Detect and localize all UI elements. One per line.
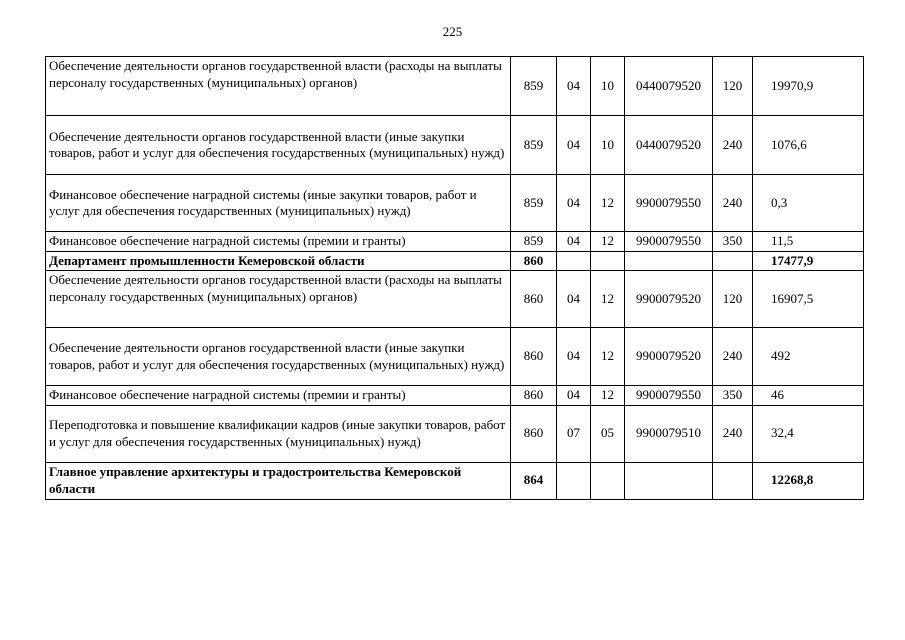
row-department-code: 860 xyxy=(511,386,557,406)
table-row xyxy=(46,328,864,386)
row-section-code: 04 xyxy=(557,328,591,386)
table-row xyxy=(46,405,864,462)
row-amount: 19970,9 xyxy=(753,57,864,116)
row-name: Обеспечение деятельности органов государственной власти (иные закупки товаров, работ и услуг для обеспечения государственных (муниципальных) нужд) xyxy=(46,328,511,386)
row-name: Финансовое обеспечение наградной системы (премии и гранты) xyxy=(46,232,511,252)
row-name: Департамент промышленности Кемеровской области xyxy=(46,251,511,271)
row-expense-type-code: 350 xyxy=(713,386,753,406)
row-expense-type-code: 120 xyxy=(713,57,753,116)
row-department-code: 860 xyxy=(511,405,557,462)
row-department-code: 859 xyxy=(511,57,557,116)
row-section-code xyxy=(557,462,591,499)
row-amount: 17477,9 xyxy=(753,251,864,271)
row-name: Обеспечение деятельности органов государственной власти (расходы на выплаты персоналу государственных (муниципальных) органов) xyxy=(46,271,511,328)
table-row xyxy=(46,57,864,116)
row-section-code: 04 xyxy=(557,271,591,328)
row-target-article-code: 0440079520 xyxy=(625,57,713,116)
budget-table xyxy=(45,56,864,500)
row-subsection-code: 12 xyxy=(591,271,625,328)
row-target-article-code xyxy=(625,251,713,271)
row-name: Обеспечение деятельности органов государственной власти (иные закупки товаров, работ и услуг для обеспечения государственных (муниципальных) нужд) xyxy=(46,116,511,175)
row-section-code: 04 xyxy=(557,386,591,406)
row-target-article-code: 0440079520 xyxy=(625,116,713,175)
table-row xyxy=(46,386,864,406)
row-subsection-code: 12 xyxy=(591,328,625,386)
row-department-code: 860 xyxy=(511,328,557,386)
row-expense-type-code xyxy=(713,251,753,271)
row-amount: 32,4 xyxy=(753,405,864,462)
row-section-code: 07 xyxy=(557,405,591,462)
table-row-department-header xyxy=(46,251,864,271)
row-subsection-code xyxy=(591,251,625,271)
row-expense-type-code xyxy=(713,462,753,499)
row-amount: 1076,6 xyxy=(753,116,864,175)
row-department-code: 859 xyxy=(511,232,557,252)
row-amount: 492 xyxy=(753,328,864,386)
row-department-code: 859 xyxy=(511,116,557,175)
row-amount: 0,3 xyxy=(753,175,864,232)
row-subsection-code xyxy=(591,462,625,499)
row-expense-type-code: 240 xyxy=(713,175,753,232)
row-target-article-code: 9900079550 xyxy=(625,386,713,406)
row-department-code: 860 xyxy=(511,271,557,328)
row-name: Переподготовка и повышение квалификации кадров (иные закупки товаров, работ и услуг для обеспечения государственных (муниципальных) нужд) xyxy=(46,405,511,462)
table-row xyxy=(46,116,864,175)
row-expense-type-code: 120 xyxy=(713,271,753,328)
row-section-code xyxy=(557,251,591,271)
table-row xyxy=(46,271,864,328)
row-department-code: 860 xyxy=(511,251,557,271)
row-target-article-code: 9900079520 xyxy=(625,271,713,328)
row-subsection-code: 10 xyxy=(591,57,625,116)
row-expense-type-code: 240 xyxy=(713,116,753,175)
row-section-code: 04 xyxy=(557,175,591,232)
row-amount: 11,5 xyxy=(753,232,864,252)
row-subsection-code: 12 xyxy=(591,232,625,252)
table-row-department-header xyxy=(46,462,864,499)
page-number: 225 xyxy=(442,24,463,39)
row-target-article-code: 9900079520 xyxy=(625,328,713,386)
row-expense-type-code: 350 xyxy=(713,232,753,252)
row-department-code: 864 xyxy=(511,462,557,499)
row-target-article-code: 9900079550 xyxy=(625,175,713,232)
row-section-code: 04 xyxy=(557,232,591,252)
row-expense-type-code: 240 xyxy=(713,405,753,462)
row-subsection-code: 12 xyxy=(591,386,625,406)
row-target-article-code: 9900079510 xyxy=(625,405,713,462)
row-name: Финансовое обеспечение наградной системы (премии и гранты) xyxy=(46,386,511,406)
row-target-article-code xyxy=(625,462,713,499)
row-department-code: 859 xyxy=(511,175,557,232)
row-subsection-code: 10 xyxy=(591,116,625,175)
row-name: Обеспечение деятельности органов государственной власти (расходы на выплаты персоналу государственных (муниципальных) органов) xyxy=(46,57,511,116)
table-row xyxy=(46,232,864,252)
row-subsection-code: 05 xyxy=(591,405,625,462)
row-section-code: 04 xyxy=(557,57,591,116)
row-amount: 12268,8 xyxy=(753,462,864,499)
row-target-article-code: 9900079550 xyxy=(625,232,713,252)
row-expense-type-code: 240 xyxy=(713,328,753,386)
row-name: Главное управление архитектуры и градостроительства Кемеровской области xyxy=(46,462,511,499)
row-section-code: 04 xyxy=(557,116,591,175)
row-amount: 16907,5 xyxy=(753,271,864,328)
row-amount: 46 xyxy=(753,386,864,406)
table-row xyxy=(46,175,864,232)
row-subsection-code: 12 xyxy=(591,175,625,232)
row-name: Финансовое обеспечение наградной системы (иные закупки товаров, работ и услуг для обеспечения государственных (муниципальных) нужд) xyxy=(46,175,511,232)
